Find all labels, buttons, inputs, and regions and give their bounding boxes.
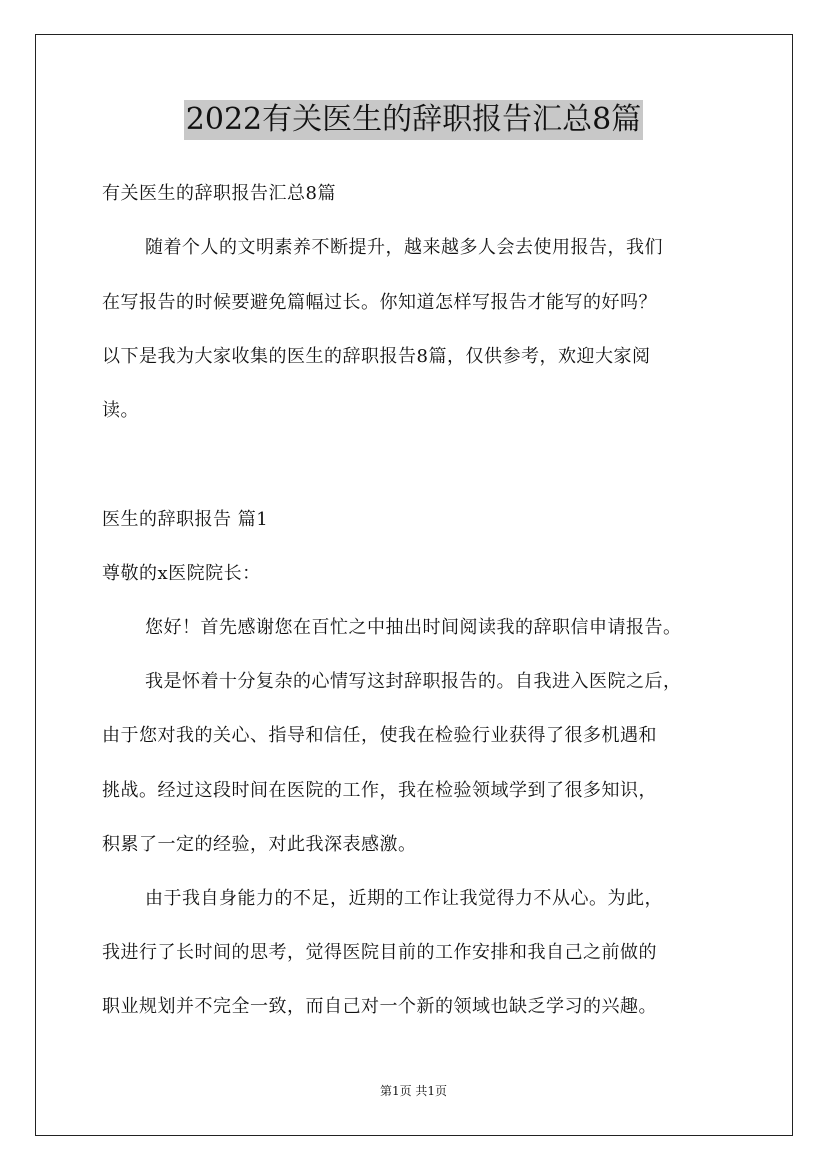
paragraph-line: 您好！首先感谢您在百忙之中抽出时间阅读我的辞职信申请报告。 xyxy=(145,617,682,638)
paragraph-line: 挑战。经过这段时间在医院的工作，我在检验领域学到了很多知识， xyxy=(102,780,657,801)
paragraph-line: 在写报告的时候要避免篇幅过长。你知道怎样写报告才能写的好吗？ xyxy=(102,292,657,313)
paragraph-line: 由于您对我的关心、指导和信任，使我在检验行业获得了很多机遇和 xyxy=(102,725,657,746)
title-container xyxy=(0,100,827,140)
paragraph-line: 我进行了长时间的思考，觉得医院目前的工作安排和我自己之前做的 xyxy=(102,942,657,963)
document-title: 2022有关医生的辞职报告汇总8篇 xyxy=(184,100,643,140)
paragraph-line: 随着个人的文明素养不断提升，越来越多人会去使用报告，我们 xyxy=(145,237,663,258)
paragraph-line: 我是怀着十分复杂的心情写这封辞职报告的。自我进入医院之后， xyxy=(145,671,682,692)
section-heading: 医生的辞职报告 篇1 xyxy=(102,509,269,530)
paragraph-line: 以下是我为大家收集的医生的辞职报告8篇，仅供参考，欢迎大家阅 xyxy=(102,346,651,367)
paragraph-line: 由于我自身能力的不足，近期的工作让我觉得力不从心。为此， xyxy=(145,888,663,909)
page-footer: 第1页 共1页 xyxy=(379,1084,448,1098)
paragraph-line: 职业规划并不完全一致，而自己对一个新的领域也缺乏学习的兴趣。 xyxy=(102,996,657,1017)
paragraph-line: 读。 xyxy=(102,400,139,421)
salutation: 尊敬的x医院院长： xyxy=(102,563,261,584)
subtitle-line: 有关医生的辞职报告汇总8篇 xyxy=(102,183,336,204)
paragraph-line: 积累了一定的经验，对此我深表感激。 xyxy=(102,834,417,855)
